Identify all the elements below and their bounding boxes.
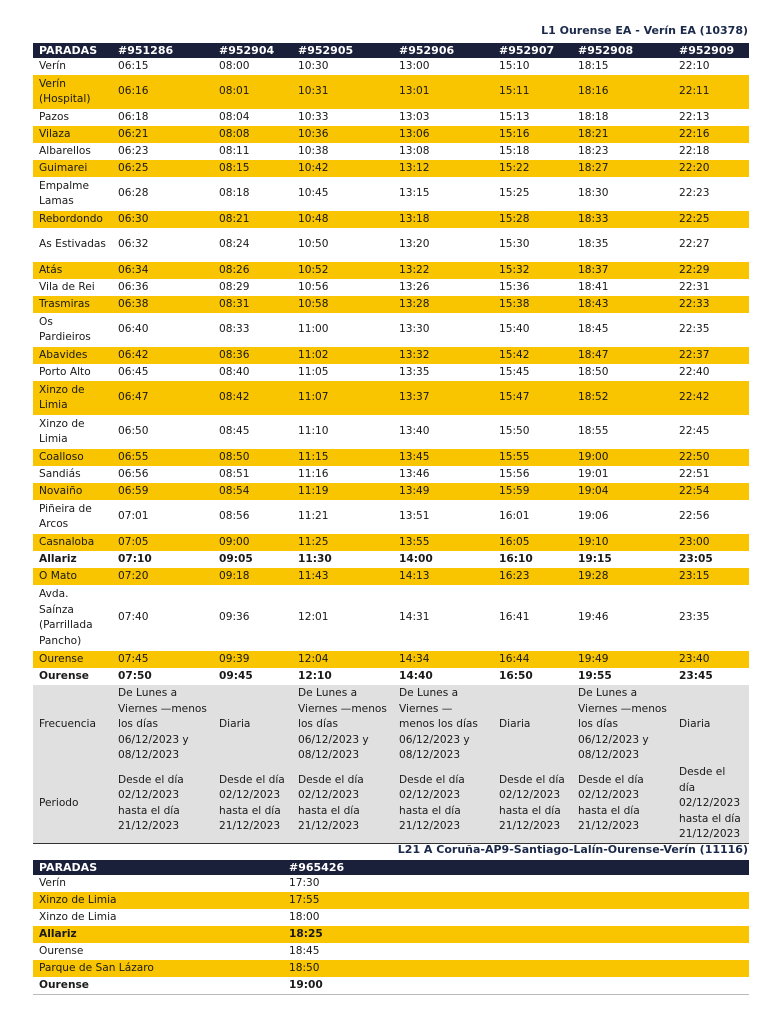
departure-time: 09:39: [213, 651, 292, 668]
table-row: [33, 75, 749, 109]
departure-time: 13:01: [393, 75, 493, 109]
table-row: [33, 228, 749, 262]
departure-time: 15:25: [499, 187, 530, 200]
stop-name: Trasmiras: [33, 296, 112, 313]
departure-time: 08:54: [213, 483, 292, 500]
departure-time: 08:31: [213, 296, 292, 313]
departure-time: 18:27: [572, 160, 673, 177]
departure-time: 09:45: [219, 669, 253, 682]
departure-time: 23:15: [673, 568, 749, 585]
departure-time: 06:45: [118, 365, 149, 378]
departure-time: 16:01: [499, 510, 530, 523]
departure-time: 15:10: [499, 59, 530, 72]
departure-time: 22:16: [673, 126, 749, 143]
departure-time: 19:00: [289, 978, 323, 991]
departure-time: 17:55: [283, 892, 749, 909]
departure-time: 11:07: [292, 381, 393, 415]
header-trip: #951286: [112, 43, 213, 58]
departure-time: 08:26: [213, 262, 292, 279]
departure-time: 22:10: [679, 59, 710, 72]
departure-time: 16:50: [499, 669, 533, 682]
departure-time: 18:23: [578, 144, 609, 157]
departure-time: 06:59: [112, 483, 213, 500]
departure-time: 22:56: [679, 510, 710, 523]
departure-time: 15:32: [493, 262, 572, 279]
periodo-value: Desde el día 02/12/2023 hasta el día 21/12/2023: [393, 765, 493, 843]
stop-name: Guimarei: [33, 160, 112, 177]
departure-time: 23:35: [679, 611, 710, 624]
departure-time: 15:55: [493, 449, 572, 466]
table-header-row: [33, 43, 749, 58]
departure-time: 22:37: [673, 347, 749, 364]
departure-time: 10:42: [292, 160, 393, 177]
departure-time: 15:50: [499, 425, 530, 438]
departure-time: 23:45: [679, 669, 713, 682]
departure-time: 13:35: [399, 365, 430, 378]
departure-time: 19:49: [572, 651, 673, 668]
departure-time: 10:56: [298, 280, 329, 293]
table-row: [33, 347, 749, 364]
departure-time: 15:47: [493, 381, 572, 415]
departure-time: 15:11: [493, 75, 572, 109]
periodo-value: Desde el día 02/12/2023 hasta el día 21/12/2023: [493, 765, 572, 843]
stop-name: As Estivadas: [39, 238, 106, 251]
departure-time: 16:44: [493, 651, 572, 668]
departure-time: 18:55: [578, 425, 609, 438]
route-title-l21: L21 A Coruña-AP9-Santiago-Lalín-Ourense-Verín (11116): [397, 843, 748, 856]
stop-name: Novaiño: [33, 483, 112, 500]
departure-time: 06:38: [112, 296, 213, 313]
departure-time: 11:05: [298, 365, 329, 378]
table-row: [33, 892, 749, 909]
table-row: [33, 926, 749, 943]
departure-time: 13:15: [399, 187, 430, 200]
departure-time: 13:40: [399, 425, 430, 438]
stop-name: Allariz: [33, 926, 283, 943]
departure-time: 13:06: [393, 126, 493, 143]
stop-name: Verín: [39, 59, 66, 72]
header-trip: #952909: [673, 43, 749, 58]
stop-name: Xinzo de Limia: [39, 910, 117, 923]
route-title-l1: L1 Ourense EA - Verín EA (10378): [541, 24, 748, 37]
departure-time: 11:21: [298, 510, 329, 523]
frecuencia-value: Diaria: [493, 685, 572, 765]
departure-time: 14:31: [399, 611, 430, 624]
table-row: [33, 500, 749, 534]
departure-time: 10:33: [298, 110, 329, 123]
departure-time: 10:58: [292, 296, 393, 313]
table-row: [33, 177, 749, 211]
departure-time: 08:24: [219, 238, 250, 251]
stop-name: Albarellos: [39, 144, 91, 157]
departure-time: 22:35: [679, 323, 710, 336]
timetable-l1: [33, 43, 749, 844]
departure-time: 18:33: [572, 211, 673, 228]
departure-time: 13:46: [399, 467, 430, 480]
departure-time: 08:51: [219, 467, 250, 480]
stop-name: Empalme Lamas: [39, 179, 90, 207]
stop-name: Allariz: [39, 552, 77, 565]
table-row: [33, 109, 749, 126]
table-row: [33, 943, 749, 960]
table-row: [33, 977, 749, 995]
departure-time: 18:35: [578, 238, 609, 251]
header-paradas: PARADAS: [33, 43, 112, 58]
departure-time: 13:12: [393, 160, 493, 177]
departure-time: 11:15: [292, 449, 393, 466]
stop-name: Verín (Hospital): [33, 75, 112, 109]
table-row: [33, 875, 749, 892]
departure-time: 06:25: [112, 160, 213, 177]
departure-time: 09:05: [219, 552, 253, 565]
departure-time: 12:10: [298, 669, 332, 682]
departure-time: 16:23: [493, 568, 572, 585]
departure-time: 11:10: [298, 425, 329, 438]
departure-time: 18:43: [572, 296, 673, 313]
stop-name: Ourense: [39, 944, 84, 957]
departure-time: 18:18: [578, 110, 609, 123]
departure-time: 18:30: [578, 187, 609, 200]
departure-time: 12:01: [298, 611, 329, 624]
stop-name: Os Pardieiros: [39, 315, 91, 343]
departure-time: 18:25: [283, 926, 749, 943]
departure-time: 13:37: [393, 381, 493, 415]
departure-time: 08:04: [219, 110, 250, 123]
departure-time: 13:51: [399, 510, 430, 523]
departure-time: 13:03: [399, 110, 430, 123]
departure-time: 18:16: [572, 75, 673, 109]
departure-time: 07:01: [118, 510, 149, 523]
periodo-row: [33, 765, 749, 843]
departure-time: 12:04: [292, 651, 393, 668]
departure-time: 19:28: [572, 568, 673, 585]
stop-name: Verín: [39, 876, 66, 889]
departure-time: 13:49: [393, 483, 493, 500]
stop-name: Ourense: [39, 669, 89, 682]
departure-time: 08:21: [213, 211, 292, 228]
departure-time: 06:28: [118, 187, 149, 200]
departure-time: 08:18: [219, 187, 250, 200]
stop-name: Xinzo de Limia: [33, 381, 112, 415]
departure-time: 22:23: [679, 187, 710, 200]
departure-time: 08:33: [219, 323, 250, 336]
header-trip: #952906: [393, 43, 493, 58]
departure-time: 15:18: [499, 144, 530, 157]
departure-time: 15:40: [499, 323, 530, 336]
periodo-value: Desde el día 02/12/2023 hasta el día 21/12/2023: [572, 765, 673, 843]
departure-time: 15:36: [499, 280, 530, 293]
departure-time: 15:22: [493, 160, 572, 177]
departure-time: 18:41: [578, 280, 609, 293]
departure-time: 06:34: [112, 262, 213, 279]
departure-time: 14:40: [399, 669, 433, 682]
departure-time: 08:45: [219, 425, 250, 438]
stop-name: Xinzo de Limia: [33, 892, 283, 909]
stop-name: Casnaloba: [33, 534, 112, 551]
departure-time: 15:45: [499, 365, 530, 378]
departure-time: 07:20: [112, 568, 213, 585]
departure-time: 18:37: [572, 262, 673, 279]
departure-time: 08:29: [219, 280, 250, 293]
stop-name: Piñeira de Arcos: [39, 502, 92, 530]
departure-time: 11:00: [298, 323, 329, 336]
header-paradas: PARADAS: [33, 860, 283, 875]
departure-time: 22:20: [673, 160, 749, 177]
departure-time: 13:55: [393, 534, 493, 551]
departure-time: 18:50: [283, 960, 749, 977]
departure-time: 07:05: [112, 534, 213, 551]
periodo-value: Desde el día 02/12/2023 hasta el día 21/12/2023: [292, 765, 393, 843]
departure-time: 22:42: [673, 381, 749, 415]
departure-time: 19:15: [578, 552, 612, 565]
stop-name: Pazos: [39, 110, 69, 123]
departure-time: 08:40: [219, 365, 250, 378]
stop-name: Vilaza: [33, 126, 112, 143]
frecuencia-value: Diaria: [213, 685, 292, 765]
departure-time: 16:10: [499, 552, 533, 565]
departure-time: 11:02: [292, 347, 393, 364]
departure-time: 23:05: [679, 552, 713, 565]
departure-time: 13:20: [399, 238, 430, 251]
departure-time: 13:28: [393, 296, 493, 313]
departure-time: 10:52: [292, 262, 393, 279]
stop-name: Coalloso: [33, 449, 112, 466]
departure-time: 06:55: [112, 449, 213, 466]
departure-time: 19:01: [578, 467, 609, 480]
departure-time: 06:21: [112, 126, 213, 143]
departure-time: 15:28: [493, 211, 572, 228]
departure-time: 22:29: [673, 262, 749, 279]
table-row: [33, 449, 749, 466]
table-row: [33, 313, 749, 347]
departure-time: 22:27: [679, 238, 710, 251]
departure-time: 07:10: [118, 552, 152, 565]
table-row: [33, 585, 749, 651]
table-row: [33, 466, 749, 483]
departure-time: 11:43: [292, 568, 393, 585]
frecuencia-label: Frecuencia: [33, 685, 112, 765]
frecuencia-row: [33, 685, 749, 765]
departure-time: 15:30: [499, 238, 530, 251]
table-row: [33, 143, 749, 160]
departure-time: 06:16: [112, 75, 213, 109]
departure-time: 11:25: [292, 534, 393, 551]
header-trip: #952904: [213, 43, 292, 58]
departure-time: 06:50: [118, 425, 149, 438]
table-row: [33, 668, 749, 685]
table-row: [33, 160, 749, 177]
table-row: [33, 551, 749, 568]
departure-time: 18:00: [289, 910, 320, 923]
departure-time: 10:36: [292, 126, 393, 143]
departure-time: 14:34: [393, 651, 493, 668]
departure-time: 15:42: [493, 347, 572, 364]
table-row: [33, 364, 749, 381]
stop-name: Vila de Rei: [39, 280, 95, 293]
departure-time: 09:18: [213, 568, 292, 585]
departure-time: 10:48: [292, 211, 393, 228]
departure-time: 13:08: [399, 144, 430, 157]
departure-time: 18:21: [572, 126, 673, 143]
departure-time: 07:40: [118, 611, 149, 624]
departure-time: 22:18: [679, 144, 710, 157]
table-row: [33, 534, 749, 551]
frecuencia-value: Diaria: [673, 685, 749, 765]
departure-time: 19:10: [572, 534, 673, 551]
table-row: [33, 568, 749, 585]
departure-time: 13:18: [393, 211, 493, 228]
departure-time: 08:00: [219, 59, 250, 72]
frecuencia-value: De Lunes a Viernes —menos los días 06/12/2023 y 08/12/2023: [572, 685, 673, 765]
departure-time: 11:16: [298, 467, 329, 480]
departure-time: 08:11: [219, 144, 250, 157]
departure-time: 18:45: [578, 323, 609, 336]
table-row: [33, 58, 749, 75]
departure-time: 19:00: [572, 449, 673, 466]
header-trip: #952907: [493, 43, 572, 58]
departure-time: 11:19: [292, 483, 393, 500]
table-row: [33, 415, 749, 449]
departure-time: 13:45: [393, 449, 493, 466]
table-header-row: [33, 860, 749, 875]
departure-time: 22:31: [679, 280, 710, 293]
departure-time: 22:51: [679, 467, 710, 480]
departure-time: 22:40: [679, 365, 710, 378]
header-trip: #952905: [292, 43, 393, 58]
departure-time: 06:36: [118, 280, 149, 293]
frecuencia-value: De Lunes a Viernes —menos los días 06/12/2023 y 08/12/2023: [292, 685, 393, 765]
departure-time: 08:36: [213, 347, 292, 364]
departure-time: 08:42: [213, 381, 292, 415]
departure-time: 10:45: [298, 187, 329, 200]
timetable-l21: [33, 860, 749, 995]
departure-time: 10:50: [298, 238, 329, 251]
departure-time: 22:13: [679, 110, 710, 123]
periodo-label: Periodo: [33, 765, 112, 843]
departure-time: 22:54: [673, 483, 749, 500]
departure-time: 06:30: [112, 211, 213, 228]
stop-name: Abavides: [33, 347, 112, 364]
departure-time: 06:56: [118, 467, 149, 480]
stop-name: Ourense: [39, 978, 89, 991]
stop-name: Atás: [33, 262, 112, 279]
departure-time: 15:56: [499, 467, 530, 480]
departure-time: 08:08: [213, 126, 292, 143]
stop-name: Ourense: [33, 651, 112, 668]
table-row: [33, 960, 749, 977]
departure-time: 13:00: [399, 59, 430, 72]
departure-time: 18:47: [572, 347, 673, 364]
periodo-value: Desde el día 02/12/2023 hasta el día 21/12/2023: [673, 765, 749, 843]
stop-name: Porto Alto: [39, 365, 91, 378]
departure-time: 19:06: [578, 510, 609, 523]
departure-time: 11:30: [298, 552, 332, 565]
table-row: [33, 909, 749, 926]
table-row: [33, 211, 749, 228]
departure-time: 22:45: [679, 425, 710, 438]
departure-time: 10:38: [298, 144, 329, 157]
departure-time: 13:30: [399, 323, 430, 336]
departure-time: 17:30: [289, 876, 320, 889]
departure-time: 15:59: [493, 483, 572, 500]
departure-time: 15:13: [499, 110, 530, 123]
departure-time: 06:23: [118, 144, 149, 157]
periodo-value: Desde el día 02/12/2023 hasta el día 21/12/2023: [112, 765, 213, 843]
departure-time: 10:31: [292, 75, 393, 109]
departure-time: 06:15: [118, 59, 149, 72]
departure-time: 09:36: [219, 611, 250, 624]
header-trip: #952908: [572, 43, 673, 58]
departure-time: 13:32: [393, 347, 493, 364]
departure-time: 23:40: [673, 651, 749, 668]
stop-name: O Mato: [33, 568, 112, 585]
departure-time: 15:16: [493, 126, 572, 143]
table-row: [33, 126, 749, 143]
departure-time: 23:00: [673, 534, 749, 551]
table-row: [33, 279, 749, 296]
departure-time: 07:50: [118, 669, 152, 682]
table-row: [33, 262, 749, 279]
header-trip: #965426: [283, 860, 749, 875]
departure-time: 18:52: [572, 381, 673, 415]
departure-time: 13:26: [399, 280, 430, 293]
stop-name: Avda. Saínza (Parrillada Pancho): [39, 588, 93, 647]
departure-time: 16:41: [499, 611, 530, 624]
departure-time: 18:45: [289, 944, 320, 957]
departure-time: 22:25: [673, 211, 749, 228]
departure-time: 18:15: [578, 59, 609, 72]
stop-name: Parque de San Lázaro: [33, 960, 283, 977]
departure-time: 19:55: [578, 669, 612, 682]
departure-time: 16:05: [493, 534, 572, 551]
departure-time: 22:33: [673, 296, 749, 313]
table-row: [33, 651, 749, 668]
stop-name: Xinzo de Limia: [39, 417, 85, 445]
periodo-value: Desde el día 02/12/2023 hasta el día 21/12/2023: [213, 765, 292, 843]
departure-time: 13:22: [393, 262, 493, 279]
table-row: [33, 296, 749, 313]
departure-time: 09:00: [213, 534, 292, 551]
departure-time: 07:45: [112, 651, 213, 668]
departure-time: 10:30: [298, 59, 329, 72]
departure-time: 18:50: [578, 365, 609, 378]
departure-time: 22:50: [673, 449, 749, 466]
departure-time: 22:11: [673, 75, 749, 109]
departure-time: 19:46: [578, 611, 609, 624]
stop-name: Sandiás: [39, 467, 81, 480]
departure-time: 15:38: [493, 296, 572, 313]
departure-time: 06:47: [112, 381, 213, 415]
frecuencia-value: De Lunes a Viernes —menos los días 06/12/2023 y 08/12/2023: [112, 685, 213, 765]
departure-time: 14:13: [393, 568, 493, 585]
departure-time: 08:56: [219, 510, 250, 523]
departure-time: 06:18: [118, 110, 149, 123]
departure-time: 08:01: [213, 75, 292, 109]
departure-time: 14:00: [399, 552, 433, 565]
departure-time: 06:40: [118, 323, 149, 336]
departure-time: 08:15: [213, 160, 292, 177]
table-row: [33, 483, 749, 500]
table-row: [33, 381, 749, 415]
frecuencia-value: De Lunes a Viernes —menos los días 06/12/2023 y 08/12/2023: [393, 685, 493, 765]
departure-time: 06:32: [118, 238, 149, 251]
departure-time: 08:50: [213, 449, 292, 466]
departure-time: 19:04: [572, 483, 673, 500]
departure-time: 06:42: [112, 347, 213, 364]
stop-name: Rebordondo: [33, 211, 112, 228]
